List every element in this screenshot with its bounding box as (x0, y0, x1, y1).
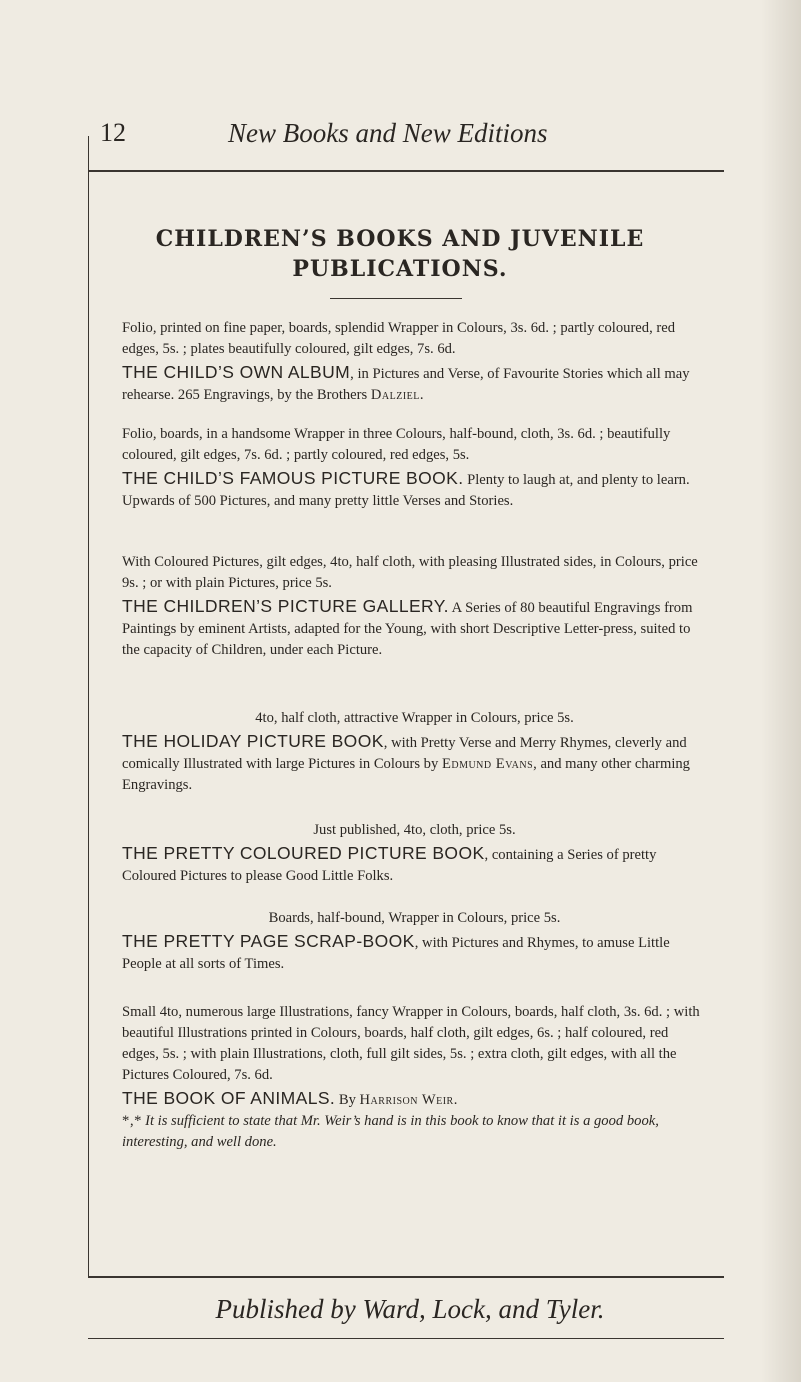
entry-description (122, 1088, 707, 1111)
page-header (100, 118, 720, 178)
book-title: THE HOLIDAY PICTURE BOOK (122, 731, 384, 751)
entry-childs-own-album (122, 318, 707, 406)
entry-format-price: Just published, 4to, cloth, price 5s. (313, 822, 516, 838)
section-title (100, 224, 700, 284)
book-title: THE PRETTY COLOURED PICTURE BOOK (122, 843, 485, 863)
entry-format-price: Folio, printed on fine paper, boards, splendid Wrapper in Colours, 3s. 6d. ; partly coloured, red edges, 5s. ; plates beautifully coloured, gilt edges, 7s. 6d. (122, 320, 676, 357)
book-title: THE BOOK OF ANIMALS. (122, 1088, 336, 1108)
page-number: 12 (100, 118, 126, 147)
entry-format-price: Boards, half-bound, Wrapper in Colours, price 5s. (268, 910, 561, 926)
entry-description (122, 596, 707, 661)
entry-description (122, 931, 707, 975)
entry-childrens-picture-gallery (122, 552, 707, 661)
book-title: THE CHILD’S OWN ALBUM (122, 362, 351, 382)
section-title-line-2: PUBLICATIONS. (292, 256, 508, 282)
book-title: THE CHILD’S FAMOUS PICTURE BOOK. (122, 468, 464, 488)
section-title-line-1: CHILDREN’S BOOKS AND JUVENILE (155, 226, 645, 252)
header-rule (88, 170, 724, 172)
book-title: THE PRETTY PAGE SCRAP-BOOK (122, 931, 415, 951)
entry-holiday-picture-book (122, 708, 707, 796)
entry-pretty-coloured-picture-book (122, 820, 707, 887)
entry-format-price: Folio, boards, in a handsome Wrapper in three Colours, half-bound, cloth, 3s. 6d. ; beautifully coloured, gilt edges, 7s. 6d. ; partly coloured, red edges, 5s. (122, 426, 671, 463)
note-text: It is sufficient to state that Mr. Weir’s hand is in this book to know that it is a good book, interesting, and well done. (122, 1113, 659, 1150)
entry-desc-text: , with Pretty Verse and Merry Rhymes, cleverly and comically Illustrated with large Pictures in Colours by (122, 735, 687, 772)
entry-format-price: With Coloured Pictures, gilt edges, 4to, half cloth, with pleasing Illustrated sides, in Colours, price 9s. ; or with plain Pictures, price 5s. (122, 554, 698, 591)
title-divider (330, 298, 462, 299)
bottom-rule (88, 1338, 724, 1339)
entry-desc-text: By (335, 1092, 360, 1108)
book-title: THE CHILDREN’S PICTURE GALLERY. (122, 596, 449, 616)
entry-desc-text: , with Pictures and Rhymes, to amuse Little People at all sorts of Times. (122, 935, 670, 972)
entry-format-price: Small 4to, numerous large Illustrations, fancy Wrapper in Colours, boards, half cloth, 3s. 6d. ; with beautiful Illustrations printed in Colours, boards, half cloth, gilt edges, 6s. ; half coloured, red edges, 5s. ; with plain Illustrations, cloth, full gilt sides, 5s. ; extra cloth, gilt edges, with all the Pictures Coloured, 7s. 6d. (122, 1004, 700, 1083)
entry-author: Harrison Weir. (359, 1092, 458, 1108)
entry-description (122, 468, 707, 512)
entry-book-of-animals (122, 1002, 707, 1153)
entry-desc-text: , in Pictures and Verse, of Favourite Stories which all may rehearse. 265 Engravings, by the Brothers (122, 366, 690, 403)
entry-desc-text: Plenty to laugh at, and plenty to learn. Upwards of 500 Pictures, and many pretty little Verses and Stories. (122, 472, 690, 509)
publisher-imprint: Published by Ward, Lock, and Tyler. (215, 1294, 605, 1324)
entry-description (122, 731, 707, 796)
entry-author: Edmund Evans (441, 756, 534, 772)
note-asterism: *‚* (122, 1113, 146, 1129)
running-title: New Books and New Editions (228, 118, 548, 148)
footer-rule (88, 1276, 724, 1278)
entry-desc-text: A Series of 80 beautiful Engravings from Paintings by eminent Artists, adapted for the Young, with short Descriptive Letter-press, suited to the capacity of Children, under each Picture. (122, 600, 693, 658)
entry-description (122, 843, 707, 887)
left-frame-rule (88, 136, 89, 1276)
entry-author: Dalziel. (370, 387, 425, 403)
entry-description (122, 362, 707, 406)
entry-note (122, 1111, 707, 1153)
entry-format-price: 4to, half cloth, attractive Wrapper in Colours, price 5s. (255, 710, 574, 726)
entry-childs-famous-picture-book (122, 424, 707, 512)
entry-pretty-page-scrap-book (122, 908, 707, 975)
entry-desc-text: , containing a Series of pretty Coloured Pictures to please Good Little Folks. (122, 847, 657, 884)
entry-desc-text-after: , and many other charming Engravings. (122, 756, 690, 793)
page-edge-shading (761, 0, 801, 1382)
